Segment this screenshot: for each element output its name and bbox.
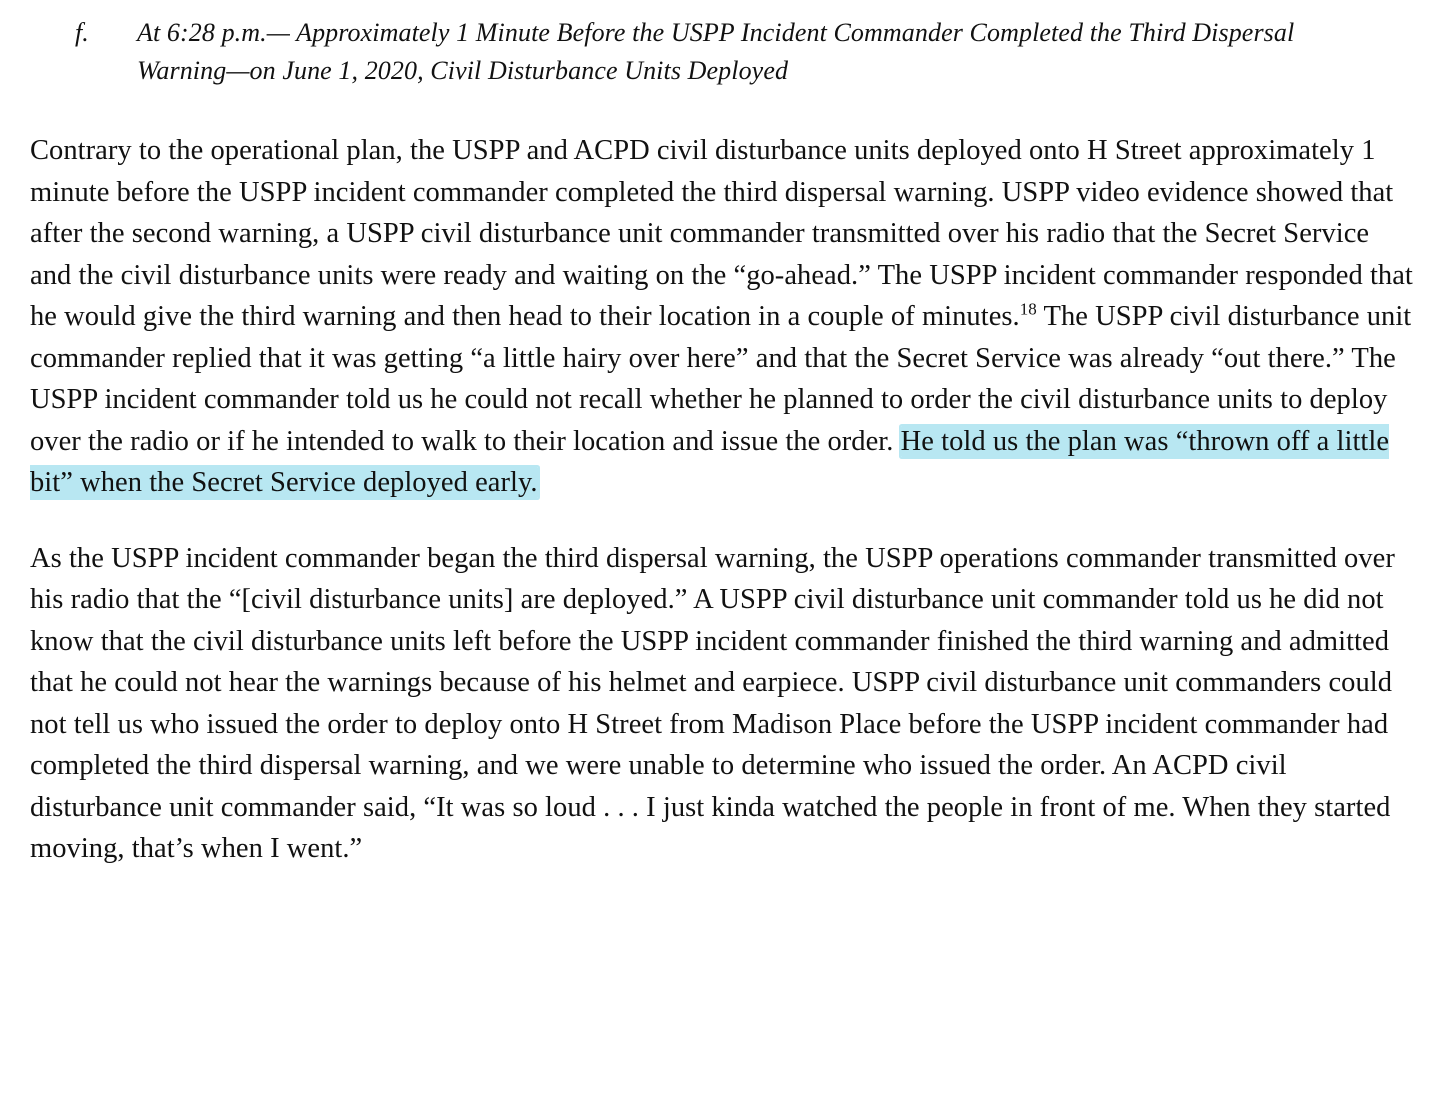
heading-letter: f. <box>75 18 89 47</box>
document-body <box>30 130 1416 870</box>
section-heading <box>30 14 1416 90</box>
paragraph-2: As the USPP incident commander began the third dispersal warning, the USPP operations commander transmitted over his radio that the “[civil disturbance units] are deployed.” A USPP civil disturbance unit commander told us he did not know that the civil disturbance units left before the USPP incident commander finished the third warning and admitted that he could not hear the warnings because of his helmet and earpiece. USPP civil disturbance unit commanders could not tell us who issued the order to deploy onto H Street from Madison Place before the USPP incident commander had completed the third dispersal warning, and we were unable to determine who issued the order. An ACPD civil disturbance unit commander said, “It was so loud . . . I just kinda watched the people in front of me. When they started moving, that’s when I went.” <box>30 542 1395 864</box>
footnote-marker[interactable]: 18 <box>1019 299 1037 319</box>
highlighted-text: He told us the plan was “thrown off a little bit” when the Secret Service deployed early. <box>30 425 1390 498</box>
paragraph-1: Contrary to the operational plan, the USPP and ACPD civil disturbance units deployed onto H Street approximately 1 minute before the USPP incident commander completed the third dispersal warning. USPP video evidence showed that after the second warning, a USPP civil disturbance unit commander transmitted over his radio that the Secret Service and the civil disturbance units were ready and waiting on the “go-ahead.” The USPP incident commander responded that he would give the third warning and then head to their location in a couple of minutes.$^{18}$ The USPP civil disturbance unit commander replied that it was getting “a little hairy over here” and that the Secret Service was already “out there.” The USPP incident commander told us he could not recall whether he planned to order the civil disturbance units to deploy over the radio or if he intended to walk to their location and issue the order. He told us the plan was “thrown off a little bit” when the Secret Service deployed early. <box>30 135 1413 498</box>
heading-title: At 6:28 p.m.— Approximately 1 Minute Before the USPP Incident Commander Completed the Third Dispersal Warning—on June 1, 2020, Civil Disturbance Units Deployed <box>137 18 1295 85</box>
